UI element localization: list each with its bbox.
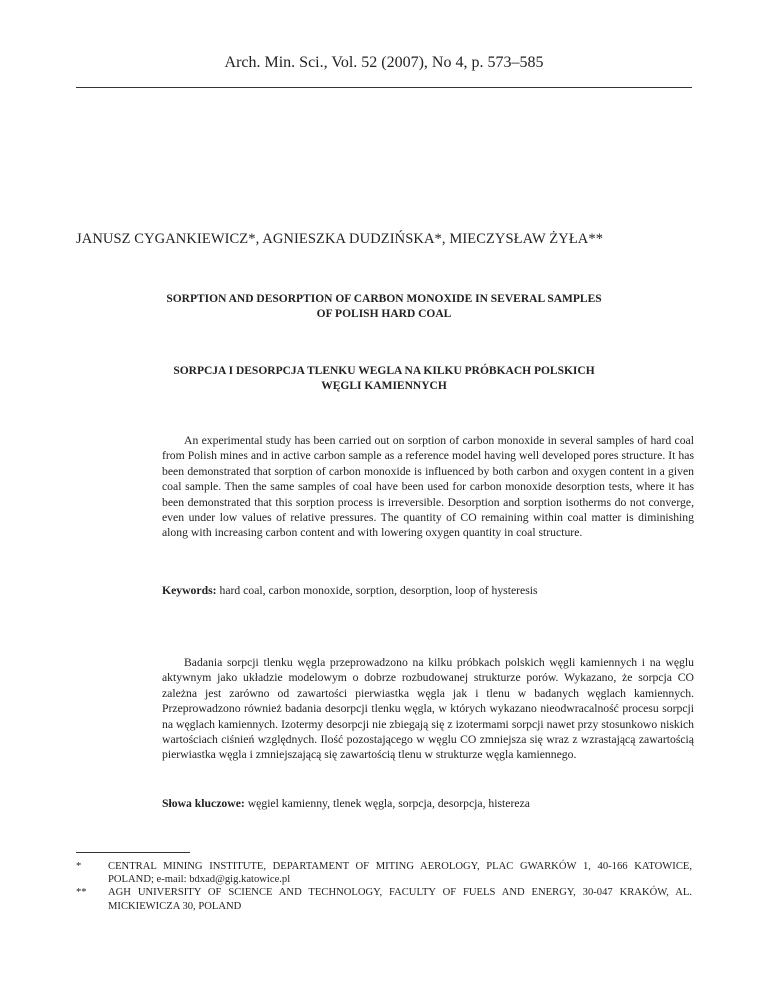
keywords-polish-label: Słowa kluczowe: [162, 797, 245, 810]
footnote-2 [76, 886, 692, 912]
header-rule [76, 87, 692, 88]
keywords-english [162, 584, 694, 597]
footnote-1-text: CENTRAL MINING INSTITUTE, DEPARTAMENT OF MITING AEROLOGY, PLAC GWARKÓW 1, 40-166 KATOWICE, POLAND; e-mail: bdxad@gig.katowice.pl [108, 861, 692, 886]
footnote-2-mark: ** [76, 887, 87, 899]
footnote-rule [76, 852, 190, 853]
title-polish-line-1: SORPCJA I DESORPCJA TLENKU WEGLA NA KILKU PRÓBKACH POLSKICH [173, 365, 595, 377]
title-english-line-2: OF POLISH HARD COAL [316, 308, 452, 320]
title-polish-line-2: WĘGLI KAMIENNYCH [321, 380, 447, 392]
footnote-2-text: AGH UNIVERSITY OF SCIENCE AND TECHNOLOGY, FACULTY OF FUELS AND ENERGY, 30-047 KRAKÓW, AL. MICKIEWICZA 30, POLAND [108, 887, 692, 912]
abstract-polish [162, 655, 694, 763]
title-english-line-1: SORPTION AND DESORPTION OF CARBON MONOXIDE IN SEVERAL SAMPLES [166, 293, 602, 305]
keywords-english-label: Keywords: [162, 584, 217, 597]
abstract-polish-text: Badania sorpcji tlenku węgla przeprowadzono na kilku próbkach polskich węgli kamiennych i na węglu aktywnym jako układzie modelowym o dobrze rozbudowanej strukturze porów. Wykazano, że sorpcja CO zależna jest zarówno od zawartości pierwiastka węgla jak i tlenu w badanych węglach kamiennych. Przeprowadzono również badania desorpcji tlenku węgla, w których wykazano nieodwracalność procesu sorpcji na węglach kamiennych. Izotermy desorpcji nie zbiegają się z izotermami sorpcji nawet przy stosunkowo niskich wartościach ciśnień względnych. Ilość pozostającego w węglu CO zmniejsza się wraz z wzrastającą zawartością pierwiastka węgla i zmniejszającą się zawartością tlenu w strukturze węgla kamiennego. [162, 656, 694, 762]
keywords-polish [162, 797, 694, 810]
title-polish [130, 364, 638, 394]
footnote-1 [76, 860, 692, 886]
title-english [130, 292, 638, 322]
keywords-polish-text: węgiel kamienny, tlenek węgla, sorpcja, desorpcja, histereza [244, 797, 530, 810]
journal-header: Arch. Min. Sci., Vol. 52 (2007), No 4, p. 573–585 [224, 54, 544, 71]
abstract-english [162, 433, 694, 541]
keywords-english-text: hard coal, carbon monoxide, sorption, desorption, loop of hysteresis [216, 584, 538, 597]
abstract-english-text: An experimental study has been carried out on sorption of carbon monoxide in several samples of hard coal from Polish mines and in active carbon sample as a reference model having well developed pores structure. It has been demonstrated that sorption of carbon monoxide is influenced by both carbon and oxygen content in a given coal sample. Then the same samples of coal have been used for carbon monoxide desorption tests, where it has been demonstrated that this sorption process is irreversible. Desorption and sorption isotherms do not converge, even under low values of relative pressures. The quantity of CO remaining within coal matter is diminishing along with increasing carbon content and with lowering oxygen quantity in coal structure. [162, 434, 694, 540]
footnotes [76, 860, 692, 913]
authors-line: JANUSZ CYGANKIEWICZ*, AGNIESZKA DUDZIŃSKA*, MIECZYSŁAW ŻYŁA** [76, 231, 604, 247]
footnote-1-mark: * [76, 861, 82, 872]
